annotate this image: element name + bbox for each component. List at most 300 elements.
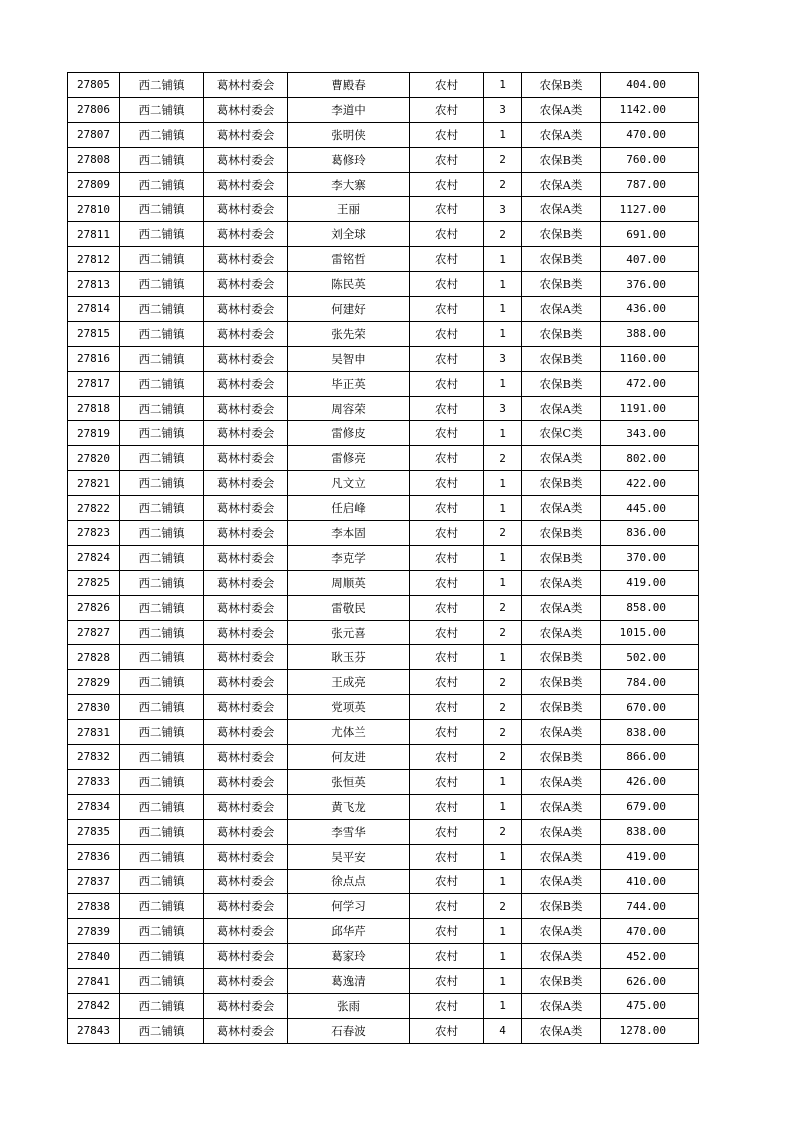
name-cell: 党项英: [288, 695, 410, 720]
area-type-cell: 农村: [410, 272, 484, 297]
town-cell: 西二铺镇: [120, 297, 204, 322]
name-cell: 石春波: [288, 1018, 410, 1043]
amount-cell: 376.00: [601, 272, 699, 297]
town-cell: 西二铺镇: [120, 645, 204, 670]
household-size-cell: 2: [484, 670, 522, 695]
table-row: [68, 745, 699, 770]
town-cell: 西二铺镇: [120, 570, 204, 595]
record-id-cell: 27823: [68, 521, 120, 546]
amount-cell: 445.00: [601, 496, 699, 521]
amount-cell: 404.00: [601, 73, 699, 98]
amount-cell: 760.00: [601, 147, 699, 172]
amount-cell: 472.00: [601, 371, 699, 396]
category-cell: 农保B类: [522, 645, 601, 670]
village-committee-cell: 葛林村委会: [204, 321, 288, 346]
area-type-cell: 农村: [410, 670, 484, 695]
village-committee-cell: 葛林村委会: [204, 272, 288, 297]
area-type-cell: 农村: [410, 570, 484, 595]
town-cell: 西二铺镇: [120, 147, 204, 172]
category-cell: 农保A类: [522, 595, 601, 620]
amount-cell: 1160.00: [601, 346, 699, 371]
household-size-cell: 1: [484, 570, 522, 595]
household-size-cell: 3: [484, 346, 522, 371]
amount-cell: 1015.00: [601, 620, 699, 645]
area-type-cell: 农村: [410, 471, 484, 496]
record-id-cell: 27841: [68, 969, 120, 994]
household-size-cell: 1: [484, 645, 522, 670]
table-row: [68, 346, 699, 371]
category-cell: 农保B类: [522, 745, 601, 770]
name-cell: 张雨: [288, 993, 410, 1018]
record-id-cell: 27838: [68, 894, 120, 919]
area-type-cell: 农村: [410, 147, 484, 172]
name-cell: 陈民英: [288, 272, 410, 297]
town-cell: 西二铺镇: [120, 371, 204, 396]
area-type-cell: 农村: [410, 321, 484, 346]
name-cell: 雷敬民: [288, 595, 410, 620]
table-row: [68, 247, 699, 272]
town-cell: 西二铺镇: [120, 396, 204, 421]
table-row: [68, 272, 699, 297]
amount-cell: 838.00: [601, 720, 699, 745]
area-type-cell: 农村: [410, 122, 484, 147]
household-size-cell: 3: [484, 97, 522, 122]
amount-cell: 343.00: [601, 421, 699, 446]
village-committee-cell: 葛林村委会: [204, 73, 288, 98]
area-type-cell: 农村: [410, 645, 484, 670]
table-row: [68, 1018, 699, 1043]
household-size-cell: 1: [484, 122, 522, 147]
household-size-cell: 1: [484, 247, 522, 272]
category-cell: 农保B类: [522, 247, 601, 272]
category-cell: 农保A类: [522, 396, 601, 421]
name-cell: 邱华芹: [288, 919, 410, 944]
household-size-cell: 1: [484, 421, 522, 446]
record-id-cell: 27829: [68, 670, 120, 695]
amount-cell: 858.00: [601, 595, 699, 620]
record-id-cell: 27827: [68, 620, 120, 645]
village-committee-cell: 葛林村委会: [204, 645, 288, 670]
name-cell: 张元喜: [288, 620, 410, 645]
area-type-cell: 农村: [410, 247, 484, 272]
amount-cell: 410.00: [601, 869, 699, 894]
area-type-cell: 农村: [410, 496, 484, 521]
household-size-cell: 2: [484, 172, 522, 197]
household-size-cell: 1: [484, 321, 522, 346]
table-row: [68, 172, 699, 197]
category-cell: 农保A类: [522, 446, 601, 471]
household-size-cell: 2: [484, 695, 522, 720]
town-cell: 西二铺镇: [120, 321, 204, 346]
table-row: [68, 545, 699, 570]
area-type-cell: 农村: [410, 595, 484, 620]
area-type-cell: 农村: [410, 969, 484, 994]
area-type-cell: 农村: [410, 222, 484, 247]
category-cell: 农保B类: [522, 147, 601, 172]
village-committee-cell: 葛林村委会: [204, 521, 288, 546]
amount-cell: 422.00: [601, 471, 699, 496]
record-id-cell: 27821: [68, 471, 120, 496]
household-size-cell: 1: [484, 794, 522, 819]
name-cell: 葛修玲: [288, 147, 410, 172]
record-id-cell: 27810: [68, 197, 120, 222]
area-type-cell: 农村: [410, 745, 484, 770]
amount-cell: 679.00: [601, 794, 699, 819]
category-cell: 农保B类: [522, 222, 601, 247]
name-cell: 葛逸清: [288, 969, 410, 994]
name-cell: 黄飞龙: [288, 794, 410, 819]
village-committee-cell: 葛林村委会: [204, 172, 288, 197]
category-cell: 农保B类: [522, 371, 601, 396]
name-cell: 周顺英: [288, 570, 410, 595]
amount-cell: 784.00: [601, 670, 699, 695]
town-cell: 西二铺镇: [120, 1018, 204, 1043]
category-cell: 农保A类: [522, 844, 601, 869]
record-id-cell: 27808: [68, 147, 120, 172]
name-cell: 王成亮: [288, 670, 410, 695]
record-id-cell: 27809: [68, 172, 120, 197]
household-size-cell: 1: [484, 371, 522, 396]
household-size-cell: 1: [484, 944, 522, 969]
amount-cell: 419.00: [601, 570, 699, 595]
record-id-cell: 27822: [68, 496, 120, 521]
table-row: [68, 73, 699, 98]
name-cell: 葛家玲: [288, 944, 410, 969]
village-committee-cell: 葛林村委会: [204, 1018, 288, 1043]
record-id-cell: 27825: [68, 570, 120, 595]
record-id-cell: 27819: [68, 421, 120, 446]
category-cell: 农保A类: [522, 496, 601, 521]
record-id-cell: 27842: [68, 993, 120, 1018]
amount-cell: 407.00: [601, 247, 699, 272]
household-size-cell: 2: [484, 720, 522, 745]
area-type-cell: 农村: [410, 297, 484, 322]
name-cell: 凡文立: [288, 471, 410, 496]
name-cell: 吴平安: [288, 844, 410, 869]
village-committee-cell: 葛林村委会: [204, 919, 288, 944]
area-type-cell: 农村: [410, 97, 484, 122]
household-size-cell: 2: [484, 446, 522, 471]
household-size-cell: 1: [484, 869, 522, 894]
town-cell: 西二铺镇: [120, 869, 204, 894]
household-size-cell: 2: [484, 222, 522, 247]
town-cell: 西二铺镇: [120, 819, 204, 844]
category-cell: 农保B类: [522, 321, 601, 346]
table-row: [68, 421, 699, 446]
town-cell: 西二铺镇: [120, 695, 204, 720]
village-committee-cell: 葛林村委会: [204, 496, 288, 521]
record-id-cell: 27812: [68, 247, 120, 272]
amount-cell: 388.00: [601, 321, 699, 346]
town-cell: 西二铺镇: [120, 745, 204, 770]
category-cell: 农保C类: [522, 421, 601, 446]
town-cell: 西二铺镇: [120, 670, 204, 695]
record-id-cell: 27843: [68, 1018, 120, 1043]
table-row: [68, 197, 699, 222]
name-cell: 吴智申: [288, 346, 410, 371]
table-row: [68, 993, 699, 1018]
town-cell: 西二铺镇: [120, 122, 204, 147]
table-row: [68, 794, 699, 819]
record-id-cell: 27837: [68, 869, 120, 894]
area-type-cell: 农村: [410, 844, 484, 869]
table-row: [68, 869, 699, 894]
table-row: [68, 645, 699, 670]
village-committee-cell: 葛林村委会: [204, 670, 288, 695]
amount-cell: 1278.00: [601, 1018, 699, 1043]
household-size-cell: 1: [484, 297, 522, 322]
amount-cell: 1127.00: [601, 197, 699, 222]
name-cell: 尤体兰: [288, 720, 410, 745]
area-type-cell: 农村: [410, 421, 484, 446]
category-cell: 农保A类: [522, 944, 601, 969]
record-id-cell: 27816: [68, 346, 120, 371]
town-cell: 西二铺镇: [120, 421, 204, 446]
household-size-cell: 2: [484, 894, 522, 919]
amount-cell: 470.00: [601, 122, 699, 147]
village-committee-cell: 葛林村委会: [204, 794, 288, 819]
category-cell: 农保B类: [522, 969, 601, 994]
area-type-cell: 农村: [410, 993, 484, 1018]
amount-cell: 502.00: [601, 645, 699, 670]
household-size-cell: 1: [484, 844, 522, 869]
name-cell: 刘全球: [288, 222, 410, 247]
category-cell: 农保A类: [522, 993, 601, 1018]
category-cell: 农保B类: [522, 73, 601, 98]
category-cell: 农保A类: [522, 620, 601, 645]
record-id-cell: 27830: [68, 695, 120, 720]
amount-cell: 838.00: [601, 819, 699, 844]
household-size-cell: 2: [484, 147, 522, 172]
village-committee-cell: 葛林村委会: [204, 197, 288, 222]
record-id-cell: 27820: [68, 446, 120, 471]
town-cell: 西二铺镇: [120, 272, 204, 297]
name-cell: 何建好: [288, 297, 410, 322]
amount-cell: 744.00: [601, 894, 699, 919]
village-committee-cell: 葛林村委会: [204, 969, 288, 994]
records-table: [67, 72, 699, 1044]
household-size-cell: 1: [484, 73, 522, 98]
amount-cell: 470.00: [601, 919, 699, 944]
household-size-cell: 1: [484, 919, 522, 944]
town-cell: 西二铺镇: [120, 496, 204, 521]
household-size-cell: 1: [484, 272, 522, 297]
table-row: [68, 371, 699, 396]
town-cell: 西二铺镇: [120, 944, 204, 969]
category-cell: 农保A类: [522, 869, 601, 894]
category-cell: 农保A类: [522, 97, 601, 122]
table-row: [68, 222, 699, 247]
town-cell: 西二铺镇: [120, 969, 204, 994]
amount-cell: 802.00: [601, 446, 699, 471]
town-cell: 西二铺镇: [120, 794, 204, 819]
name-cell: 周容荣: [288, 396, 410, 421]
household-size-cell: 1: [484, 471, 522, 496]
category-cell: 农保A类: [522, 122, 601, 147]
village-committee-cell: 葛林村委会: [204, 471, 288, 496]
household-size-cell: 1: [484, 969, 522, 994]
household-size-cell: 3: [484, 396, 522, 421]
village-committee-cell: 葛林村委会: [204, 147, 288, 172]
village-committee-cell: 葛林村委会: [204, 222, 288, 247]
area-type-cell: 农村: [410, 371, 484, 396]
village-committee-cell: 葛林村委会: [204, 570, 288, 595]
household-size-cell: 1: [484, 545, 522, 570]
table-row: [68, 147, 699, 172]
area-type-cell: 农村: [410, 695, 484, 720]
category-cell: 农保B类: [522, 346, 601, 371]
amount-cell: 787.00: [601, 172, 699, 197]
name-cell: 张恒英: [288, 769, 410, 794]
name-cell: 耿玉芬: [288, 645, 410, 670]
village-committee-cell: 葛林村委会: [204, 421, 288, 446]
amount-cell: 370.00: [601, 545, 699, 570]
record-id-cell: 27807: [68, 122, 120, 147]
amount-cell: 452.00: [601, 944, 699, 969]
name-cell: 李道中: [288, 97, 410, 122]
category-cell: 农保A类: [522, 172, 601, 197]
category-cell: 农保A类: [522, 819, 601, 844]
area-type-cell: 农村: [410, 1018, 484, 1043]
village-committee-cell: 葛林村委会: [204, 745, 288, 770]
area-type-cell: 农村: [410, 446, 484, 471]
amount-cell: 1191.00: [601, 396, 699, 421]
record-id-cell: 27811: [68, 222, 120, 247]
village-committee-cell: 葛林村委会: [204, 894, 288, 919]
record-id-cell: 27835: [68, 819, 120, 844]
table-row: [68, 894, 699, 919]
amount-cell: 670.00: [601, 695, 699, 720]
table-row: [68, 944, 699, 969]
village-committee-cell: 葛林村委会: [204, 247, 288, 272]
area-type-cell: 农村: [410, 346, 484, 371]
town-cell: 西二铺镇: [120, 720, 204, 745]
village-committee-cell: 葛林村委会: [204, 844, 288, 869]
amount-cell: 691.00: [601, 222, 699, 247]
record-id-cell: 27833: [68, 769, 120, 794]
household-size-cell: 2: [484, 595, 522, 620]
table-row: [68, 969, 699, 994]
table-row: [68, 595, 699, 620]
household-size-cell: 1: [484, 769, 522, 794]
area-type-cell: 农村: [410, 172, 484, 197]
area-type-cell: 农村: [410, 944, 484, 969]
table-row: [68, 819, 699, 844]
record-id-cell: 27814: [68, 297, 120, 322]
village-committee-cell: 葛林村委会: [204, 371, 288, 396]
record-id-cell: 27813: [68, 272, 120, 297]
record-id-cell: 27836: [68, 844, 120, 869]
table-row: [68, 297, 699, 322]
name-cell: 何学习: [288, 894, 410, 919]
name-cell: 任启峰: [288, 496, 410, 521]
name-cell: 张先荣: [288, 321, 410, 346]
table-row: [68, 521, 699, 546]
category-cell: 农保A类: [522, 570, 601, 595]
category-cell: 农保A类: [522, 720, 601, 745]
category-cell: 农保B类: [522, 272, 601, 297]
category-cell: 农保A类: [522, 769, 601, 794]
town-cell: 西二铺镇: [120, 521, 204, 546]
category-cell: 农保A类: [522, 794, 601, 819]
record-id-cell: 27831: [68, 720, 120, 745]
table-row: [68, 122, 699, 147]
category-cell: 农保A类: [522, 297, 601, 322]
town-cell: 西二铺镇: [120, 769, 204, 794]
category-cell: 农保A类: [522, 919, 601, 944]
amount-cell: 419.00: [601, 844, 699, 869]
town-cell: 西二铺镇: [120, 844, 204, 869]
household-size-cell: 2: [484, 521, 522, 546]
amount-cell: 626.00: [601, 969, 699, 994]
area-type-cell: 农村: [410, 894, 484, 919]
table-row: [68, 720, 699, 745]
town-cell: 西二铺镇: [120, 346, 204, 371]
area-type-cell: 农村: [410, 396, 484, 421]
name-cell: 张明侠: [288, 122, 410, 147]
name-cell: 王丽: [288, 197, 410, 222]
household-size-cell: 4: [484, 1018, 522, 1043]
category-cell: 农保B类: [522, 521, 601, 546]
household-size-cell: 1: [484, 993, 522, 1018]
record-id-cell: 27818: [68, 396, 120, 421]
table-row: [68, 471, 699, 496]
name-cell: 李雪华: [288, 819, 410, 844]
category-cell: 农保B类: [522, 670, 601, 695]
name-cell: 雷铭哲: [288, 247, 410, 272]
household-size-cell: 2: [484, 745, 522, 770]
record-id-cell: 27817: [68, 371, 120, 396]
town-cell: 西二铺镇: [120, 247, 204, 272]
household-size-cell: 1: [484, 496, 522, 521]
name-cell: 徐点点: [288, 869, 410, 894]
category-cell: 农保B类: [522, 894, 601, 919]
area-type-cell: 农村: [410, 521, 484, 546]
amount-cell: 836.00: [601, 521, 699, 546]
village-committee-cell: 葛林村委会: [204, 620, 288, 645]
name-cell: 李本固: [288, 521, 410, 546]
village-committee-cell: 葛林村委会: [204, 346, 288, 371]
name-cell: 曹殿春: [288, 73, 410, 98]
record-id-cell: 27832: [68, 745, 120, 770]
record-id-cell: 27815: [68, 321, 120, 346]
town-cell: 西二铺镇: [120, 919, 204, 944]
household-size-cell: 3: [484, 197, 522, 222]
town-cell: 西二铺镇: [120, 97, 204, 122]
record-id-cell: 27805: [68, 73, 120, 98]
record-id-cell: 27824: [68, 545, 120, 570]
town-cell: 西二铺镇: [120, 620, 204, 645]
area-type-cell: 农村: [410, 869, 484, 894]
village-committee-cell: 葛林村委会: [204, 122, 288, 147]
village-committee-cell: 葛林村委会: [204, 446, 288, 471]
table-row: [68, 570, 699, 595]
town-cell: 西二铺镇: [120, 471, 204, 496]
table-row: [68, 670, 699, 695]
village-committee-cell: 葛林村委会: [204, 720, 288, 745]
amount-cell: 475.00: [601, 993, 699, 1018]
town-cell: 西二铺镇: [120, 545, 204, 570]
name-cell: 李大寨: [288, 172, 410, 197]
area-type-cell: 农村: [410, 73, 484, 98]
table-row: [68, 321, 699, 346]
town-cell: 西二铺镇: [120, 595, 204, 620]
village-committee-cell: 葛林村委会: [204, 545, 288, 570]
village-committee-cell: 葛林村委会: [204, 396, 288, 421]
category-cell: 农保B类: [522, 471, 601, 496]
town-cell: 西二铺镇: [120, 222, 204, 247]
town-cell: 西二铺镇: [120, 172, 204, 197]
